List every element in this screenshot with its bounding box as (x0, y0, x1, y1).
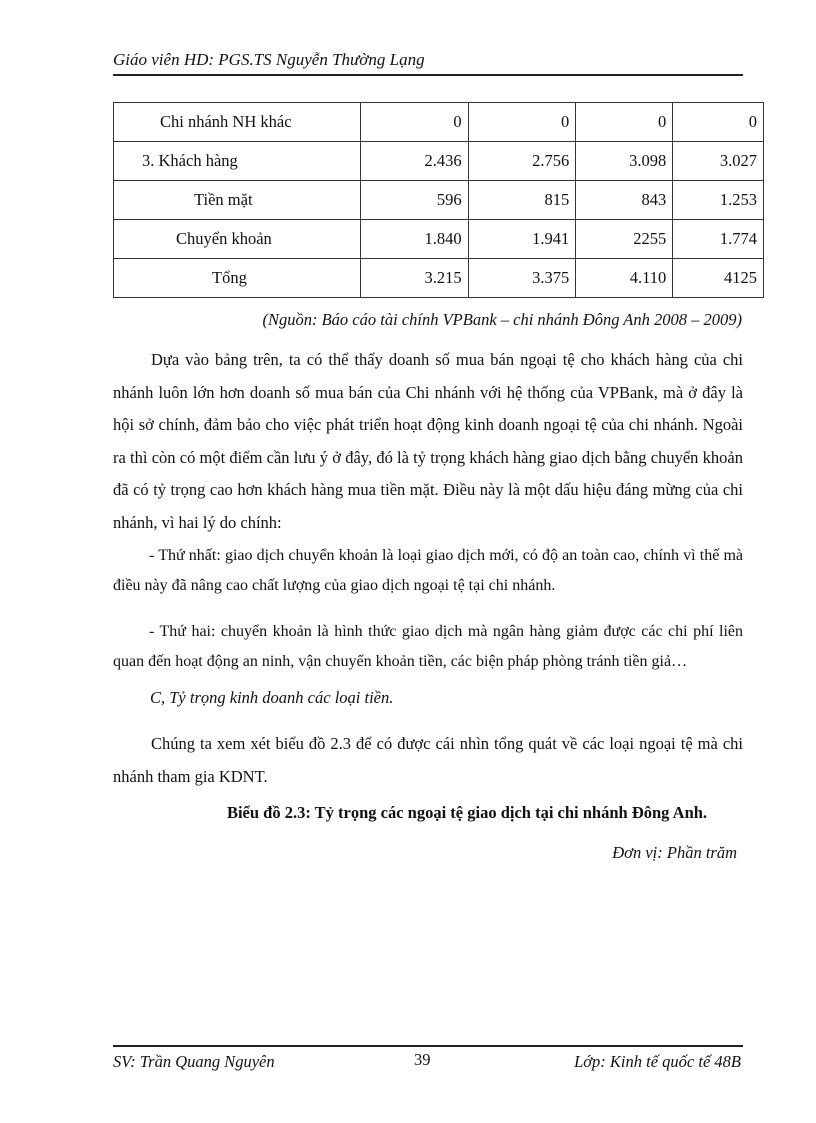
table-cell: 815 (468, 181, 576, 220)
table-cell: 0 (468, 103, 576, 142)
chart-caption: Biểu đồ 2.3: Tỷ trọng các ngoại tệ giao dịch tại chi nhánh Đông Anh. (226, 803, 708, 822)
section-heading-c: C, Tỷ trọng kinh doanh các loại tiền. (150, 688, 394, 707)
page-number: 39 (414, 1050, 431, 1069)
row-label: Tổng (114, 259, 361, 298)
table-cell: 596 (360, 181, 468, 220)
chart-unit-label: Đơn vị: Phần trăm (612, 843, 737, 862)
bullet-second-reason: - Thứ hai: chuyển khoản là hình thức giao dịch mà ngân hàng giảm được các chi phí liên quan đến hoạt động an ninh, vận chuyển khoản tiền, các biện pháp phòng tránh tiền giả… (113, 623, 743, 670)
body-paragraph-2: Chúng ta xem xét biểu đồ 2.3 để có được cái nhìn tổng quát về các loại ngoại tệ mà chi nhánh tham gia KDNT. (113, 734, 743, 786)
table-cell: 3.027 (673, 142, 764, 181)
row-label: Chi nhánh NH khác (114, 103, 361, 142)
forex-sales-table (113, 102, 764, 298)
table-cell: 0 (360, 103, 468, 142)
footer-student: SV: Trần Quang Nguyên (113, 1052, 275, 1071)
table-cell: 3.098 (576, 142, 673, 181)
table-row (114, 220, 764, 259)
table-cell: 2255 (576, 220, 673, 259)
row-label: 3. Khách hàng (114, 142, 361, 181)
page-header: Giáo viên HD: PGS.TS Nguyễn Thường Lạng (113, 50, 425, 69)
table-row (114, 142, 764, 181)
header-divider (113, 74, 743, 76)
table-cell: 4.110 (576, 259, 673, 298)
table-cell: 3.215 (360, 259, 468, 298)
footer-divider (113, 1045, 743, 1047)
table-cell: 4125 (673, 259, 764, 298)
table-row (114, 103, 764, 142)
body-paragraph-1: Dựa vào bảng trên, ta có thể thấy doanh số mua bán ngoại tệ cho khách hàng của chi nhánh luôn lớn hơn doanh số mua bán của Chi nhánh với hệ thống của VPBank, mà ở đây là hội sở chính, đảm bảo cho việc phát triển hoạt động kinh doanh ngoại tệ của chi nhánh. Ngoài ra thì còn có một điểm cần lưu ý ở đây, đó là tỷ trọng khách hàng giao dịch bằng chuyển khoản đã có tỷ trọng cao hơn khách hàng mua tiền mặt. Điều này là một dấu hiệu đáng mừng của chi nhánh, vì hai lý do chính: (113, 350, 743, 532)
table-cell: 1.941 (468, 220, 576, 259)
table-cell: 843 (576, 181, 673, 220)
table-cell: 1.774 (673, 220, 764, 259)
table-row (114, 259, 764, 298)
table-row (114, 181, 764, 220)
table-cell: 1.840 (360, 220, 468, 259)
bullet-first-reason: - Thứ nhất: giao dịch chuyển khoản là loại giao dịch mới, có độ an toàn cao, chính vì thế mà điều này đã nâng cao chất lượng của giao dịch ngoại tệ tại chi nhánh. (113, 547, 743, 594)
row-label: Chuyển khoản (114, 220, 361, 259)
table-cell: 0 (576, 103, 673, 142)
footer-class: Lớp: Kinh tế quốc tế 48B (574, 1052, 741, 1071)
table-cell: 1.253 (673, 181, 764, 220)
row-label: Tiền mặt (114, 181, 361, 220)
table-source-note: (Nguồn: Báo cáo tài chính VPBank – chi nhánh Đông Anh 2008 – 2009) (262, 310, 742, 329)
table-cell: 0 (673, 103, 764, 142)
table-cell: 2.756 (468, 142, 576, 181)
table-cell: 3.375 (468, 259, 576, 298)
table-cell: 2.436 (360, 142, 468, 181)
